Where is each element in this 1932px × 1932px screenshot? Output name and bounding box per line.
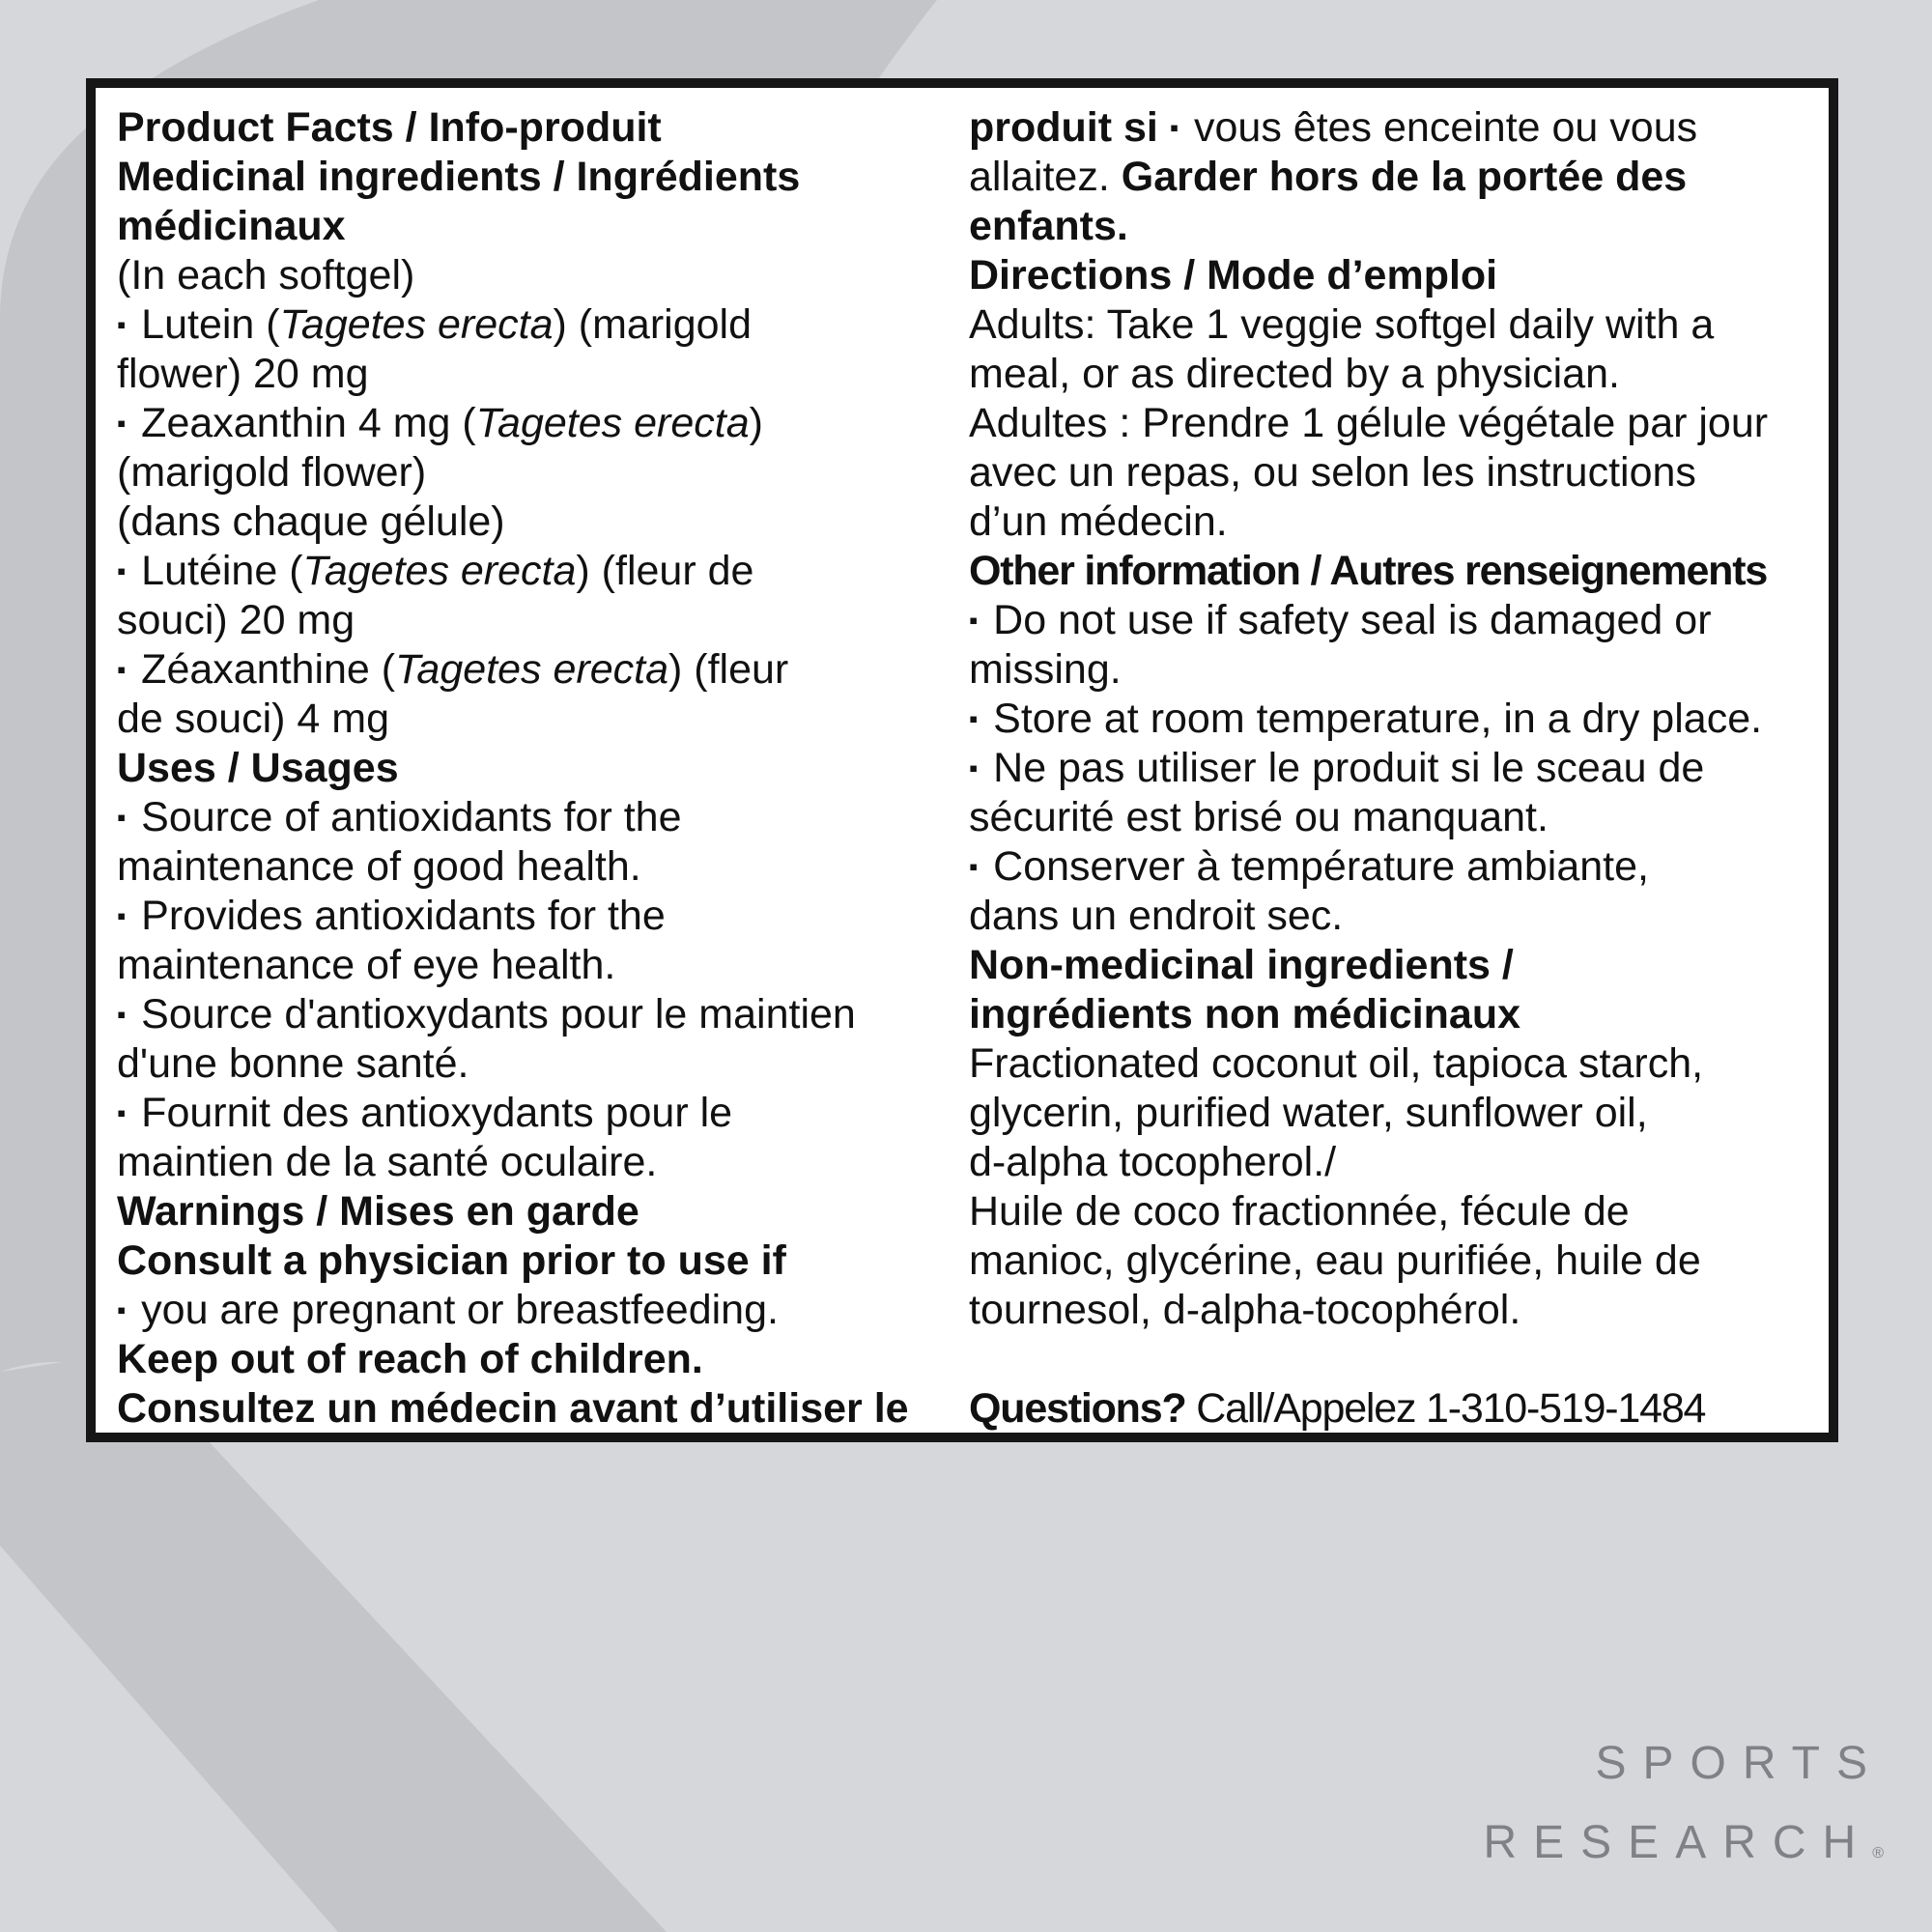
bullet-icon: ▪ [969, 852, 979, 881]
ingredient-luteine-cont: souci) 20 mg [117, 597, 355, 643]
info-item: ▪ Store at room temperature, in a dry place. [969, 696, 1763, 742]
label-left-column [117, 103, 948, 1434]
medicinal-ingredients-heading-cont: médicinaux [117, 203, 346, 249]
warning-item: ▪ you are pregnant or breastfeeding. [117, 1287, 779, 1333]
directions-fr: Adultes : Prendre 1 gélule végétale par jour [969, 400, 1769, 446]
each-softgel-note: (In each softgel) [117, 252, 415, 298]
enfants-warning-cont: enfants. [969, 203, 1128, 249]
info-item: ▪ Conserver à température ambiante, [969, 843, 1649, 890]
directions-heading: Directions / Mode d’emploi [969, 252, 1498, 298]
bullet-icon: ▪ [117, 655, 127, 684]
consult-physician-warning: Consult a physician prior to use if [117, 1237, 786, 1284]
bullet-icon: ▪ [117, 310, 127, 339]
ingredient-zeaxanthin: ▪ Zeaxanthin 4 mg (Tagetes erecta) [117, 400, 763, 446]
brand-logo-line2: RESEARCH® [1483, 1817, 1884, 1868]
directions-fr-cont: d’un médecin. [969, 498, 1228, 545]
directions-en-cont: meal, or as directed by a physician. [969, 351, 1620, 397]
product-facts-title: Product Facts / Info-produit [117, 104, 662, 151]
questions-contact: Questions? Call/Appelez 1-310-519-1484 [969, 1385, 1706, 1432]
medicinal-ingredients-heading: Medicinal ingredients / Ingrédients [117, 154, 801, 200]
ingredient-zeaxanthin-cont: (marigold flower) [117, 449, 427, 496]
bullet-icon: ▪ [117, 1000, 127, 1029]
use-item: ▪ Source of antioxidants for the [117, 794, 682, 840]
spacer [969, 1335, 1838, 1384]
use-item-cont: d'une bonne santé. [117, 1040, 469, 1087]
product-facts-label [86, 78, 1838, 1442]
non-medicinal-en: Fractionated coconut oil, tapioca starch, [969, 1040, 1704, 1087]
ingredient-lutein: ▪ Lutein (Tagetes erecta) (marigold [117, 301, 752, 348]
info-item-cont: missing. [969, 646, 1122, 693]
uses-heading: Uses / Usages [117, 745, 399, 791]
non-medicinal-en-cont: d-alpha tocopherol./ [969, 1139, 1337, 1185]
dans-chaque-gelule-note: (dans chaque gélule) [117, 498, 505, 545]
use-item: ▪ Provides antioxidants for the [117, 893, 666, 939]
non-medicinal-heading-cont: ingrédients non médicinaux [969, 991, 1521, 1037]
non-medicinal-fr-cont: tournesol, d-alpha-tocophérol. [969, 1287, 1521, 1333]
keep-out-of-reach-warning: Keep out of reach of children. [117, 1336, 703, 1382]
info-item-cont: dans un endroit sec. [969, 893, 1344, 939]
bullet-icon: ▪ [1169, 113, 1179, 142]
non-medicinal-fr-cont: manioc, glycérine, eau purifiée, huile de [969, 1237, 1701, 1284]
non-medicinal-heading: Non-medicinal ingredients / [969, 942, 1514, 988]
ingredient-lutein-cont: flower) 20 mg [117, 351, 369, 397]
directions-fr-cont: avec un repas, ou selon les instructions [969, 449, 1696, 496]
label-right-column [969, 103, 1838, 1434]
bullet-icon: ▪ [117, 803, 127, 832]
warnings-heading: Warnings / Mises en garde [117, 1188, 639, 1235]
bullet-icon: ▪ [969, 753, 979, 782]
bullet-icon: ▪ [117, 556, 127, 585]
use-item-cont: maintenance of eye health. [117, 942, 616, 988]
use-item-cont: maintenance of good health. [117, 843, 641, 890]
bullet-icon: ▪ [117, 409, 127, 438]
info-item: ▪ Do not use if safety seal is damaged or [969, 597, 1712, 643]
non-medicinal-en-cont: glycerin, purified water, sunflower oil, [969, 1090, 1648, 1136]
other-information-heading: Other information / Autres renseignements [969, 548, 1768, 594]
ingredient-luteine: ▪ Lutéine (Tagetes erecta) (fleur de [117, 548, 754, 594]
produit-si-warning: produit si ▪ vous êtes enceinte ou vous [969, 104, 1698, 151]
garder-hors-warning: allaitez. Garder hors de la portée des [969, 154, 1688, 200]
directions-en: Adults: Take 1 veggie softgel daily with a [969, 301, 1715, 348]
consultez-medecin-warning: Consultez un médecin avant d’utiliser le [117, 1385, 909, 1432]
registered-mark: ® [1872, 1845, 1884, 1861]
bullet-icon: ▪ [117, 1295, 127, 1324]
ingredient-zeaxanthine: ▪ Zéaxanthine (Tagetes erecta) (fleur [117, 646, 789, 693]
bullet-icon: ▪ [117, 901, 127, 930]
info-item: ▪ Ne pas utiliser le produit si le sceau de [969, 745, 1705, 791]
non-medicinal-fr: Huile de coco fractionnée, fécule de [969, 1188, 1630, 1235]
bullet-icon: ▪ [969, 606, 979, 635]
ingredient-zeaxanthine-cont: de souci) 4 mg [117, 696, 390, 742]
brand-logo-line1: SPORTS [1595, 1738, 1884, 1789]
brand-logo [1483, 1724, 1884, 1893]
use-item-cont: maintien de la santé oculaire. [117, 1139, 658, 1185]
info-item-cont: sécurité est brisé ou manquant. [969, 794, 1548, 840]
use-item: ▪ Source d'antioxydants pour le maintien [117, 991, 856, 1037]
use-item: ▪ Fournit des antioxydants pour le [117, 1090, 733, 1136]
bullet-icon: ▪ [969, 704, 979, 733]
bullet-icon: ▪ [117, 1098, 127, 1127]
